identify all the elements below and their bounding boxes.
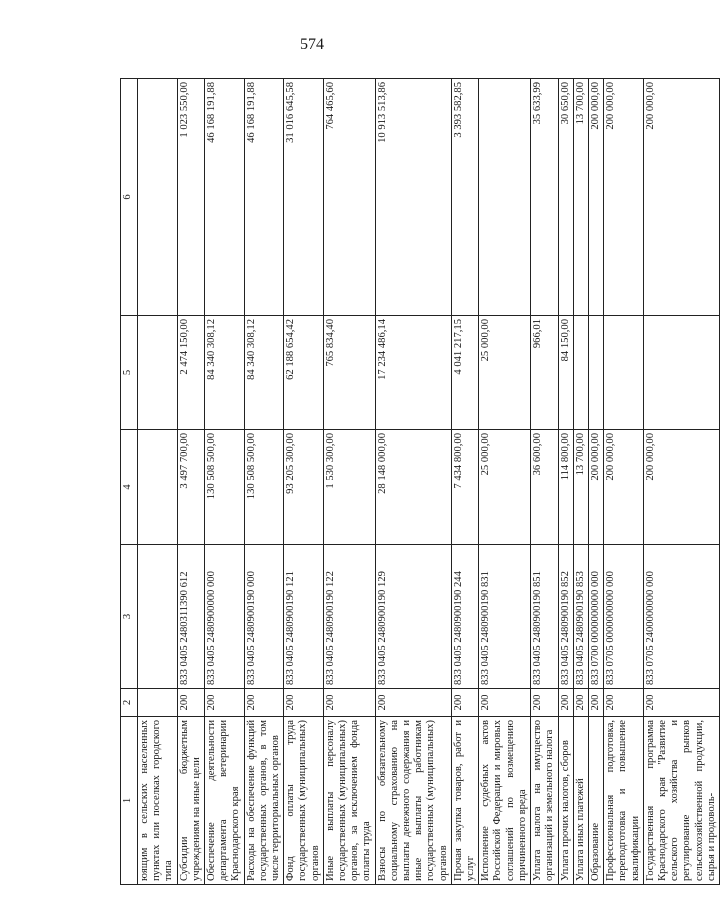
row-name-cell: Государственная программа Краснодарского края "Развитие сельского хозяйства и регулирование рынков сельскохозяйственной продукции, сырья и продоволь-	[643, 717, 719, 885]
rotated-table-frame	[120, 79, 717, 885]
row-name-cell: Обеспечение деятельности департамента ветеринарии Краснодарского края	[205, 717, 245, 885]
row-plan-cell: 36 600,00	[531, 430, 558, 545]
row-plan-cell: 93 205 300,00	[284, 430, 324, 545]
table-row	[531, 79, 558, 885]
row-plan-cell: 3 497 700,00	[177, 430, 204, 545]
row-name-cell: юящим в сельских населенных пунктах или поселках городского типа	[138, 717, 178, 885]
header-col-1: 1	[121, 717, 138, 885]
row-name-cell: Профессиональная подготовка, переподготовка и повышение квалификации	[604, 717, 644, 885]
row-name-cell: Уплата прочих налогов, сборов	[558, 717, 573, 885]
row-kbk-cell: 833 0405 2480900190 851	[531, 545, 558, 689]
row-code-cell: 200	[531, 689, 558, 717]
table-row	[588, 79, 603, 885]
row-remainder-cell: 200 000,00	[588, 79, 603, 316]
row-fact-cell	[604, 316, 644, 430]
row-plan-cell: 200 000,00	[643, 430, 719, 545]
table-row	[375, 79, 451, 885]
row-fact-cell: 17 234 486,14	[375, 316, 451, 430]
header-col-2: 2	[121, 689, 138, 717]
row-name-cell: Уплата иных платежей	[573, 717, 588, 885]
row-kbk-cell: 833 0405 2480900190 852	[558, 545, 573, 689]
row-code-cell: 200	[558, 689, 573, 717]
budget-table	[120, 78, 720, 885]
row-fact-cell: 84 340 308,12	[205, 316, 245, 430]
row-fact-cell	[573, 316, 588, 430]
row-name-cell: Иные выплаты персоналу государственных (муниципальных) органов, за исключением фонда оплаты труда	[323, 717, 375, 885]
row-code-cell: 200	[604, 689, 644, 717]
row-kbk-cell: 833 0705 2400000000 000	[643, 545, 719, 689]
row-name-cell: Расходы на обеспечение функций государственных органов, в том числе территориальных органов	[244, 717, 284, 885]
row-plan-cell: 13 700,00	[573, 430, 588, 545]
row-code-cell: 200	[451, 689, 478, 717]
row-fact-cell	[643, 316, 719, 430]
row-code-cell: 200	[479, 689, 531, 717]
row-name-cell: Прочая закупка товаров, работ и услуг	[451, 717, 478, 885]
row-name-cell: Уплата налога на имущество организаций и земельного налога	[531, 717, 558, 885]
row-name-cell: Взносы по обязательному социальному страхованию на выплаты денежного содержания и иные выплаты работникам государственных (муниципальных) органов	[375, 717, 451, 885]
row-remainder-cell: 46 168 191,88	[205, 79, 245, 316]
row-remainder-cell: 1 023 550,00	[177, 79, 204, 316]
row-remainder-cell: 764 465,60	[323, 79, 375, 316]
row-kbk-cell: 833 0405 2480900190 121	[284, 545, 324, 689]
row-fact-cell: 765 834,40	[323, 316, 375, 430]
row-name-cell: Субсидии бюджетным учреждениям на иные цели	[177, 717, 204, 885]
row-kbk-cell: 833 0405 2480900000 000	[205, 545, 245, 689]
row-remainder-cell: 10 913 513,86	[375, 79, 451, 316]
row-plan-cell: 7 434 800,00	[451, 430, 478, 545]
row-plan-cell: 28 148 000,00	[375, 430, 451, 545]
row-kbk-cell: 833 0705 0000000000 000	[604, 545, 644, 689]
row-plan-cell: 114 800,00	[558, 430, 573, 545]
table-row	[138, 79, 178, 885]
row-plan-cell: 130 508 500,00	[205, 430, 245, 545]
row-fact-cell: 4 041 217,15	[451, 316, 478, 430]
row-kbk-cell	[138, 545, 178, 689]
row-fact-cell	[138, 316, 178, 430]
row-remainder-cell: 46 168 191,88	[244, 79, 284, 316]
table-row	[573, 79, 588, 885]
row-fact-cell: 966,01	[531, 316, 558, 430]
table-row	[479, 79, 531, 885]
row-kbk-cell: 833 0405 2480900190 853	[573, 545, 588, 689]
row-plan-cell: 25 000,00	[479, 430, 531, 545]
table-row	[284, 79, 324, 885]
row-plan-cell: 200 000,00	[604, 430, 644, 545]
header-col-3: 3	[121, 545, 138, 689]
table-row	[643, 79, 719, 885]
row-kbk-cell: 833 0700 0000000000 000	[588, 545, 603, 689]
row-remainder-cell: 200 000,00	[604, 79, 644, 316]
row-fact-cell: 84 340 308,12	[244, 316, 284, 430]
table-row	[604, 79, 644, 885]
row-remainder-cell	[138, 79, 178, 316]
page-number: 574	[300, 36, 324, 53]
header-col-4: 4	[121, 430, 138, 545]
header-col-6: 6	[121, 79, 138, 316]
row-remainder-cell	[479, 79, 531, 316]
row-remainder-cell: 30 650,00	[558, 79, 573, 316]
table-row	[177, 79, 204, 885]
row-kbk-cell: 833 0405 2480900190 122	[323, 545, 375, 689]
row-code-cell: 200	[588, 689, 603, 717]
row-code-cell: 200	[244, 689, 284, 717]
row-name-cell: Фонд оплаты труда государственных (муниципальных) органов	[284, 717, 324, 885]
row-remainder-cell: 13 700,00	[573, 79, 588, 316]
budget-table-container	[120, 79, 717, 885]
row-plan-cell: 130 508 500,00	[244, 430, 284, 545]
row-code-cell: 200	[323, 689, 375, 717]
table-row	[323, 79, 375, 885]
table-row	[205, 79, 245, 885]
table-header-row	[121, 79, 138, 885]
table-row	[451, 79, 478, 885]
row-name-cell: Исполнение судебных актов Российской Федерации и мировых соглашений по возмещению причиненного вреда	[479, 717, 531, 885]
row-kbk-cell: 833 0405 2480311390 612	[177, 545, 204, 689]
row-plan-cell	[138, 430, 178, 545]
row-plan-cell: 200 000,00	[588, 430, 603, 545]
row-remainder-cell: 31 016 645,58	[284, 79, 324, 316]
header-col-5: 5	[121, 316, 138, 430]
row-fact-cell: 25 000,00	[479, 316, 531, 430]
table-row	[558, 79, 573, 885]
row-code-cell: 200	[205, 689, 245, 717]
row-remainder-cell: 3 393 582,85	[451, 79, 478, 316]
row-fact-cell	[588, 316, 603, 430]
row-remainder-cell: 35 633,99	[531, 79, 558, 316]
row-code-cell: 200	[375, 689, 451, 717]
row-kbk-cell: 833 0405 2480900190 000	[244, 545, 284, 689]
row-kbk-cell: 833 0405 2480900190 831	[479, 545, 531, 689]
row-kbk-cell: 833 0405 2480900190 129	[375, 545, 451, 689]
row-code-cell: 200	[643, 689, 719, 717]
row-code-cell: 200	[573, 689, 588, 717]
row-fact-cell: 84 150,00	[558, 316, 573, 430]
row-code-cell: 200	[284, 689, 324, 717]
row-kbk-cell: 833 0405 2480900190 244	[451, 545, 478, 689]
row-code-cell: 200	[177, 689, 204, 717]
row-code-cell	[138, 689, 178, 717]
row-plan-cell: 1 530 300,00	[323, 430, 375, 545]
table-row	[244, 79, 284, 885]
row-fact-cell: 2 474 150,00	[177, 316, 204, 430]
row-name-cell: Образование	[588, 717, 603, 885]
row-remainder-cell: 200 000,00	[643, 79, 719, 316]
row-fact-cell: 62 188 654,42	[284, 316, 324, 430]
